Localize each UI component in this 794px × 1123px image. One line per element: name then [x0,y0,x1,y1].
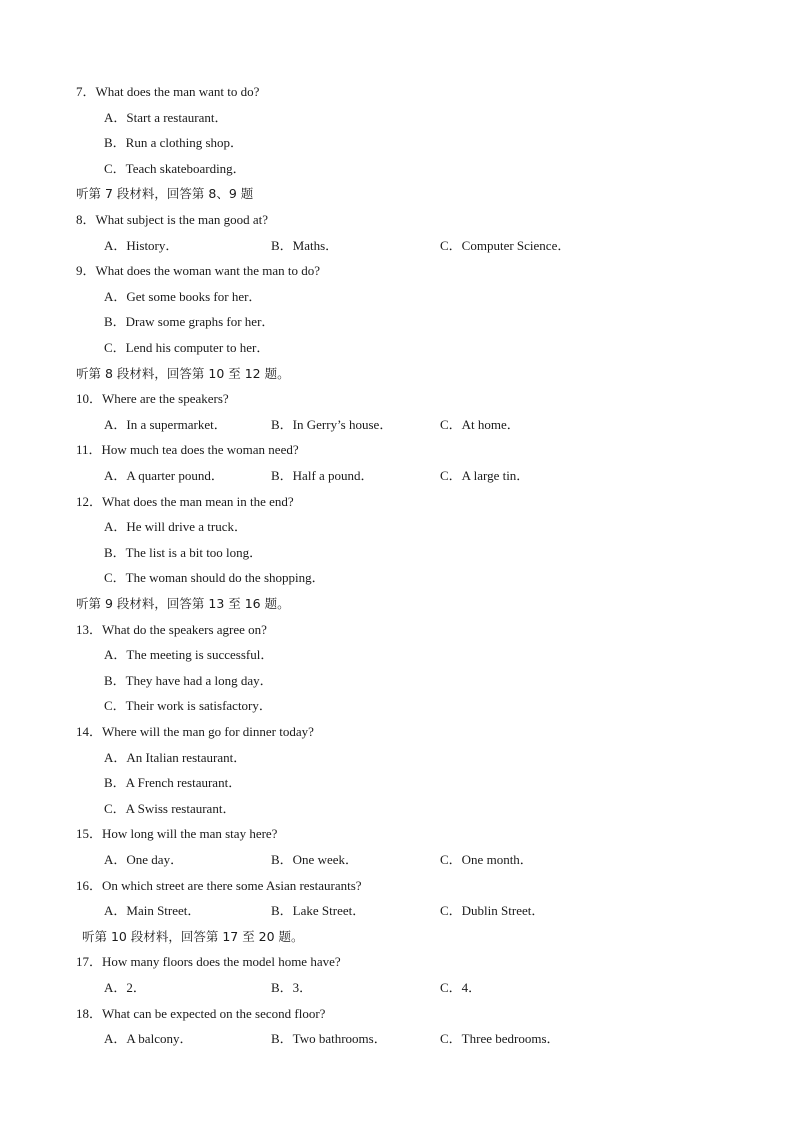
question-text: 11．How much tea does the woman need? [76,442,299,457]
question-text: 18．What can be expected on the second floor? [76,1006,326,1021]
question-text: 8．What subject is the man good at? [76,212,269,227]
answer-option-c: C．Computer Science． [440,238,571,253]
answer-option-c: C．A large tin． [440,468,530,483]
question-text: 14．Where will the man go for dinner today? [76,724,314,739]
answer-option-c: C．Dublin Street． [440,903,545,918]
section-instruction: 听第 10 段材料，回答第 17 至 20 题。 [82,929,304,944]
answer-option-c: C．One month． [440,852,533,867]
answer-option: A．An Italian restaurant． [104,750,247,765]
question-text: 10．Where are the speakers? [76,391,229,406]
answer-option-b: B．Half a pound． [271,468,374,483]
answer-option: C．The woman should do the shopping． [104,570,325,585]
question-text: 9．What does the woman want the man to do? [76,263,321,278]
answer-option-c: C．4． [440,980,482,995]
answer-option-a: A．A quarter pound． [104,468,224,483]
answer-option: B．Run a clothing shop． [104,135,244,150]
question-text: 13．What do the speakers agree on? [76,622,267,637]
answer-option-b: B．In Gerry’s house． [271,417,393,432]
question-text: 16．On which street are there some Asian restaurants? [76,878,362,893]
answer-option-b: B．Two bathrooms． [271,1031,387,1046]
section-instruction: 听第 8 段材料，回答第 10 至 12 题。 [76,366,290,381]
answer-option: B．They have had a long day． [104,673,273,688]
answer-option: B．The list is a bit too long． [104,545,263,560]
answer-option: B．Draw some graphs for her． [104,314,275,329]
answer-option: A．Get some books for her． [104,289,262,304]
answer-option-b: B．Lake Street． [271,903,366,918]
answer-option: A．Start a restaurant． [104,110,228,125]
answer-option: B．A French restaurant． [104,775,242,790]
answer-option-a: A．2． [104,980,146,995]
question-text: 12．What does the man mean in the end? [76,494,294,509]
answer-option-a: A．Main Street． [104,903,201,918]
answer-option-a: A．History． [104,238,179,253]
answer-option-b: B．One week． [271,852,359,867]
answer-option-c: C．At home． [440,417,520,432]
question-text: 7．What does the man want to do? [76,84,260,99]
question-text: 15．How long will the man stay here? [76,826,278,841]
answer-option: A．He will drive a truck． [104,519,247,534]
answer-option-b: B．Maths． [271,238,339,253]
answer-option-c: C．Three bedrooms． [440,1031,560,1046]
answer-option: C．A Swiss restaurant． [104,801,236,816]
section-instruction: 听第 7 段材料，回答第 8、9 题 [76,186,254,201]
answer-option-a: A．A balcony． [104,1031,193,1046]
answer-option-a: A．In a supermarket． [104,417,227,432]
answer-option: A．The meeting is successful． [104,647,274,662]
answer-option: C．Their work is satisfactory． [104,698,272,713]
question-text: 17．How many floors does the model home have? [76,954,341,969]
answer-option: C．Lend his computer to her． [104,340,270,355]
answer-option-a: A．One day． [104,852,184,867]
section-instruction: 听第 9 段材料，回答第 13 至 16 题。 [76,596,290,611]
answer-option-b: B．3． [271,980,313,995]
answer-option: C．Teach skateboarding． [104,161,246,176]
